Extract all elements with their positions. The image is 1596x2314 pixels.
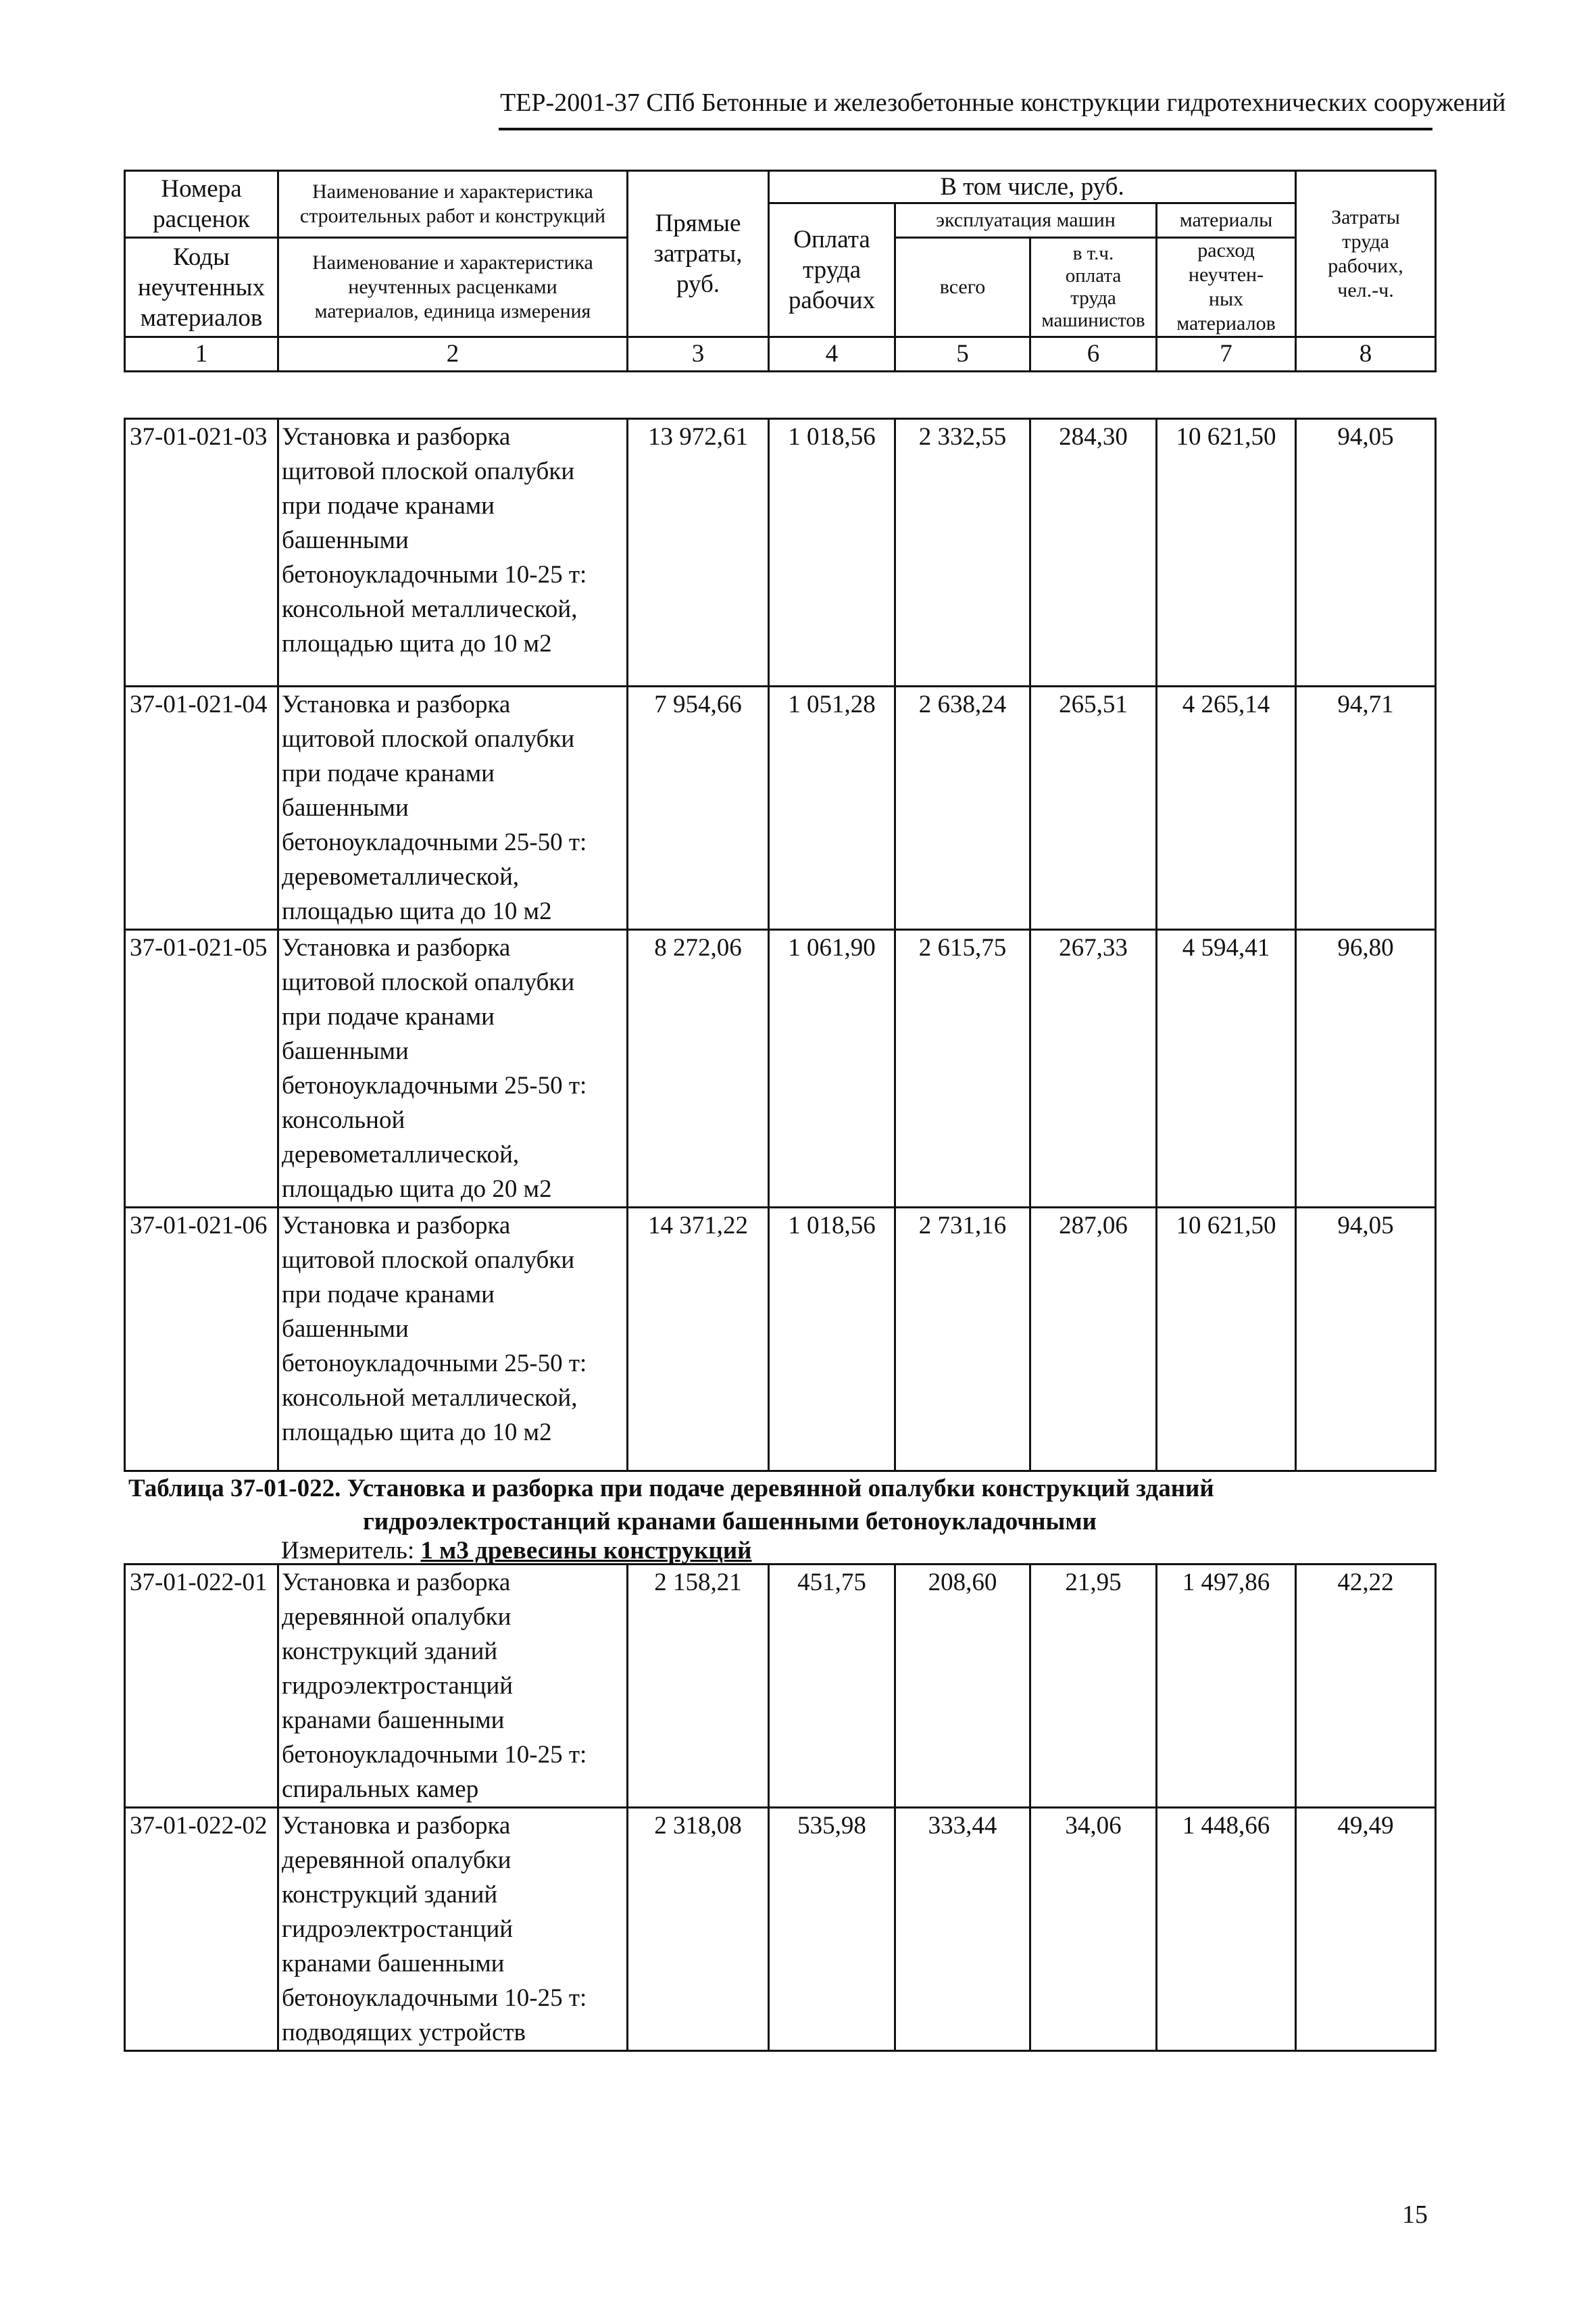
machine-costs: 2 731,16	[895, 1208, 1030, 1471]
description-line: Установка и разборка	[282, 1212, 511, 1239]
rate-code: 37-01-021-06	[125, 1208, 278, 1471]
column-number-8: 8	[1296, 337, 1436, 372]
operator-pay: 287,06	[1030, 1208, 1157, 1471]
description-line: деревянной опалубки	[282, 1846, 512, 1874]
col4-header: Оплата труда рабочих	[769, 203, 895, 337]
labor-pay: 451,75	[769, 1565, 895, 1808]
materials-header: материалы	[1157, 203, 1296, 238]
machine-costs: 208,60	[895, 1565, 1030, 1808]
rates-table-021	[124, 418, 1437, 1472]
material-costs: 4 265,14	[1157, 687, 1296, 930]
machines-header: эксплуатация машин	[895, 203, 1157, 238]
column-number-4: 4	[769, 337, 895, 372]
description-line: башенными	[282, 1037, 409, 1065]
rate-code: 37-01-022-01	[125, 1565, 278, 1808]
table-row	[125, 419, 1436, 687]
description-line: при подаче кранами	[282, 1281, 495, 1308]
material-costs: 10 621,50	[1157, 419, 1296, 687]
labor-hours: 42,22	[1296, 1565, 1436, 1808]
description-line: бетоноукладочными 25-50 т:	[282, 1350, 587, 1377]
rates-table-022	[124, 1563, 1437, 2052]
description-line: кранами башенными	[282, 1950, 505, 1977]
labor-hours: 96,80	[1296, 930, 1436, 1208]
column-number-3: 3	[628, 337, 769, 372]
description-line: деревянной опалубки	[282, 1603, 512, 1631]
description-line: Установка и разборка	[282, 423, 511, 451]
operator-pay: 34,06	[1030, 1808, 1157, 2051]
description-line: площадью щита до 10 м2	[282, 897, 552, 925]
description-line: башенными	[282, 794, 409, 822]
labor-hours: 94,71	[1296, 687, 1436, 930]
page-number: 15	[1402, 2200, 1428, 2229]
rate-code: 37-01-021-04	[125, 687, 278, 930]
rate-code: 37-01-021-05	[125, 930, 278, 1208]
work-description	[278, 687, 628, 930]
labor-pay: 1 051,28	[769, 687, 895, 930]
measure-unit: Измеритель: 1 м3 древесины конструкций	[281, 1537, 752, 1565]
labor-hours: 49,49	[1296, 1808, 1436, 2051]
col5-header: всего	[895, 238, 1030, 337]
material-costs: 1 448,66	[1157, 1808, 1296, 2051]
description-line: гидроэлектростанций	[282, 1672, 514, 1700]
description-line: Установка и разборка	[282, 1569, 511, 1596]
direct-costs: 8 272,06	[628, 930, 769, 1208]
description-line: щитовой плоской опалубки	[282, 1246, 575, 1274]
direct-costs: 13 972,61	[628, 419, 769, 687]
labor-pay: 1 061,90	[769, 930, 895, 1208]
operator-pay: 21,95	[1030, 1565, 1157, 1808]
rate-code: 37-01-022-02	[125, 1808, 278, 2051]
material-costs: 1 497,86	[1157, 1565, 1296, 1808]
column-number-2: 2	[278, 337, 628, 372]
description-line: при подаче кранами	[282, 1003, 495, 1031]
column-number-7: 7	[1157, 337, 1296, 372]
description-line: при подаче кранами	[282, 492, 495, 520]
labor-pay: 1 018,56	[769, 419, 895, 687]
description-line: конструкций зданий	[282, 1638, 498, 1665]
machine-costs: 333,44	[895, 1808, 1030, 2051]
column-number-6: 6	[1030, 337, 1157, 372]
work-description	[278, 1208, 628, 1471]
machine-costs: 2 332,55	[895, 419, 1030, 687]
description-line: щитовой плоской опалубки	[282, 968, 575, 996]
in-total-header: В том числе, руб.	[769, 171, 1296, 203]
labor-hours: 94,05	[1296, 1208, 1436, 1471]
operator-pay: 267,33	[1030, 930, 1157, 1208]
description-line: гидроэлектростанций	[282, 1915, 514, 1943]
col6-header: в т.ч. оплата труда машинистов	[1030, 238, 1157, 337]
machine-costs: 2 638,24	[895, 687, 1030, 930]
material-costs: 10 621,50	[1157, 1208, 1296, 1471]
column-number-5: 5	[895, 337, 1030, 372]
col2-header-bottom: Наименование и характеристика неучтенных расценками материалов, единица измерения	[278, 238, 628, 337]
description-line: бетоноукладочными 10-25 т:	[282, 1741, 587, 1769]
description-line: щитовой плоской опалубки	[282, 458, 575, 485]
direct-costs: 2 158,21	[628, 1565, 769, 1808]
column-number-1: 1	[125, 337, 278, 372]
direct-costs: 2 318,08	[628, 1808, 769, 2051]
col8-header: Затраты труда рабочих, чел.-ч.	[1296, 171, 1436, 337]
operator-pay: 284,30	[1030, 419, 1157, 687]
description-line: конструкций зданий	[282, 1881, 498, 1909]
description-line: площадью щита до 10 м2	[282, 1419, 552, 1446]
table-row	[125, 930, 1436, 1208]
table-row	[125, 1565, 1436, 1808]
description-line: бетоноукладочными 10-25 т:	[282, 561, 587, 589]
description-line: бетоноукладочными 25-50 т:	[282, 1072, 587, 1100]
col1-header-top: Номера расценок	[125, 171, 278, 238]
description-line: площадью щита до 20 м2	[282, 1175, 552, 1203]
description-line: консольной металлической,	[282, 1384, 578, 1412]
description-line: щитовой плоской опалубки	[282, 725, 575, 753]
description-line: кранами башенными	[282, 1706, 505, 1734]
description-line: спиральных камер	[282, 1775, 479, 1803]
table-row	[125, 1808, 1436, 2051]
description-line: подводящих устройств	[282, 2019, 526, 2046]
description-line: башенными	[282, 526, 409, 554]
page-header: ТЕР-2001-37 СПб Бетонные и железобетонные конструкции гидротехнических сооружений	[500, 89, 1506, 117]
description-line: Установка и разборка	[282, 691, 511, 718]
work-description	[278, 419, 628, 687]
table-row	[125, 687, 1436, 930]
column-header-table	[124, 170, 1437, 372]
description-line: деревометаллической,	[282, 1141, 520, 1168]
description-line: консольной металлической,	[282, 595, 578, 623]
table-title: Таблица 37-01-022. Установка и разборка при подаче деревянной опалубки конструкций зданий гидроэлектростанций кранами башенными бетоноукладочными	[128, 1475, 1214, 1535]
description-line: консольной	[282, 1106, 405, 1134]
direct-costs: 14 371,22	[628, 1208, 769, 1471]
col7-header: расход неучтен- ных материалов	[1157, 238, 1296, 337]
rate-code: 37-01-021-03	[125, 419, 278, 687]
description-line: бетоноукладочными 10-25 т:	[282, 1984, 587, 2012]
labor-hours: 94,05	[1296, 419, 1436, 687]
labor-pay: 535,98	[769, 1808, 895, 2051]
machine-costs: 2 615,75	[895, 930, 1030, 1208]
work-description	[278, 1808, 628, 2051]
description-line: Установка и разборка	[282, 934, 511, 962]
material-costs: 4 594,41	[1157, 930, 1296, 1208]
col1-header-bottom: Коды неучтенных материалов	[125, 238, 278, 337]
direct-costs: 7 954,66	[628, 687, 769, 930]
description-line: бетоноукладочными 25-50 т:	[282, 829, 587, 856]
col3-header: Прямые затраты, руб.	[628, 171, 769, 337]
col2-header-top: Наименование и характеристика строительных работ и конструкций	[278, 171, 628, 238]
description-line: при подаче кранами	[282, 760, 495, 787]
description-line: деревометаллической,	[282, 863, 520, 891]
header-rule	[499, 128, 1432, 130]
description-line: башенными	[282, 1315, 409, 1343]
description-line: Установка и разборка	[282, 1812, 511, 1840]
labor-pay: 1 018,56	[769, 1208, 895, 1471]
table-row	[125, 1208, 1436, 1471]
description-line: площадью щита до 10 м2	[282, 630, 552, 658]
operator-pay: 265,51	[1030, 687, 1157, 930]
work-description	[278, 1565, 628, 1808]
work-description	[278, 930, 628, 1208]
